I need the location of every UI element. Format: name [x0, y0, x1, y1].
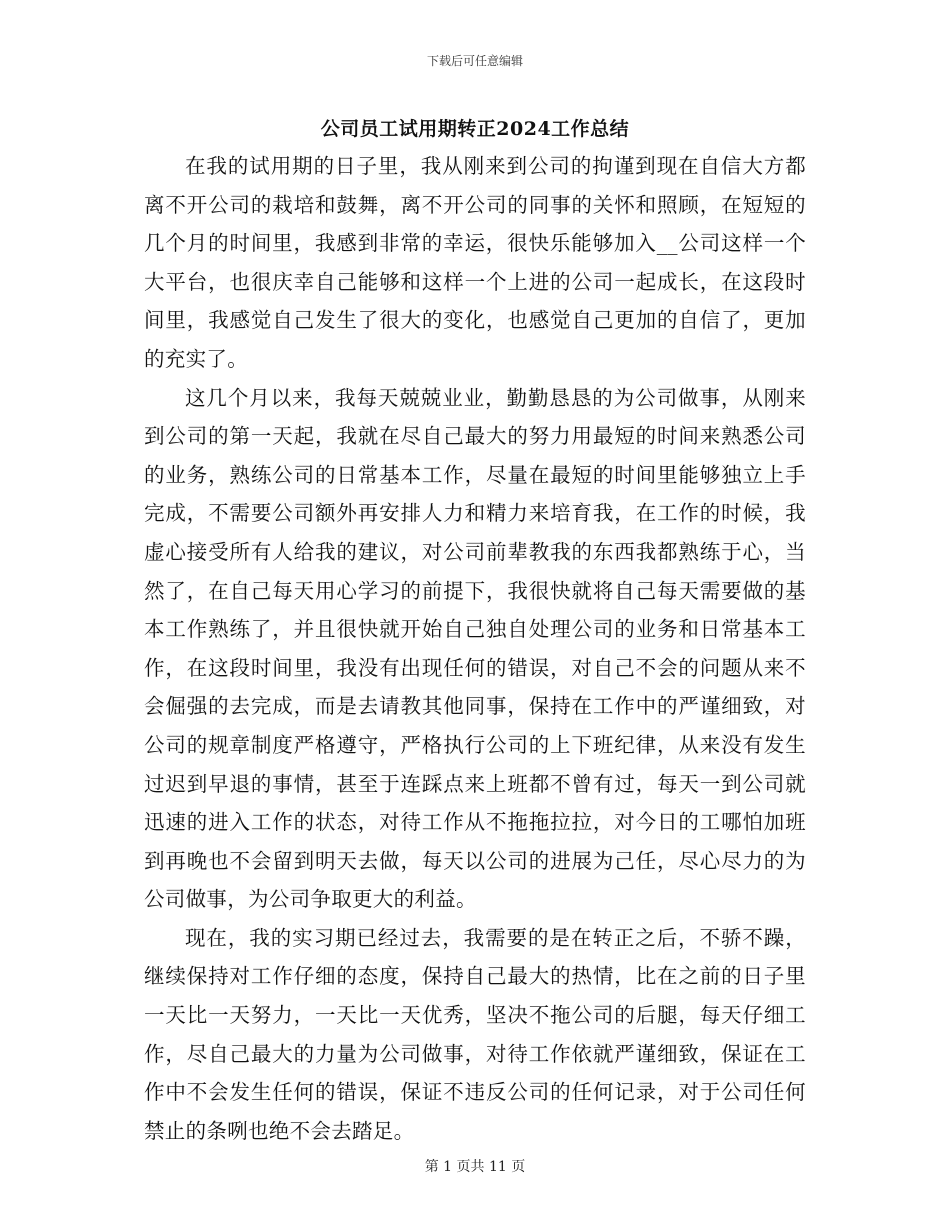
page-header: 下载后可任意编辑: [426, 54, 523, 68]
document-title: 公司员工试用期转正2024工作总结: [320, 118, 630, 140]
paragraph: 现在，我的实习期已经过去，我需要的是在转正之后，不骄不躁，继续保持对工作仔细的态度，保持自己最大的热情，比在之前的日子里一天比一天努力，一天比一天优秀，坚决不拖公司的后腿，每天仔细工作，尽自己最大的力量为公司做事，对待工作依就严谨细致，保证在工作中不会发生任何的错误，保证不违反公司的任何记录，对于公司任何禁止的条咧也绝不会去踏足。: [144, 925, 806, 1143]
page-footer: 第 1 页共 11 页: [424, 1159, 526, 1175]
paragraph: 在我的试用期的日子里，我从刚来到公司的拘谨到现在自信大方都离不开公司的栽培和鼓舞，离不开公司的同事的关怀和照顾，在短短的几个月的时间里，我感到非常的幸运，很快乐能够加入__公司这样一个大平台，也很庆幸自己能够和这样一个上进的公司一起成长，在这段时间里，我感觉自己发生了很大的变化，也感觉自己更加的自信了，更加的充实了。: [144, 154, 806, 371]
document-body: [144, 147, 806, 1150]
paragraph: 这几个月以来，我每天兢兢业业，勤勤恳恳的为公司做事，从刚来到公司的第一天起，我就在尽自己最大的努力用最短的时间来熟悉公司的业务，熟练公司的日常基本工作，尽量在最短的时间里能够独立上手完成，不需要公司额外再安排人力和精力来培育我，在工作的时候，我虚心接受所有人给我的建议，对公司前辈教我的东西我都熟练于心，当然了，在自己每天用心学习的前提下，我很快就将自己每天需要做的基本工作熟练了，并且很快就开始自己独自处理公司的业务和日常基本工作，在这段时间里，我没有出现任何的错误，对自己不会的问题从来不会倔强的去完成，而是去请教其他同事，保持在工作中的严谨细致，对公司的规章制度严格遵守，严格执行公司的上下班纪律，从来没有发生过迟到早退的事情，甚至于连踩点来上班都不曾有过，每天一到公司就迅速的进入工作的状态，对待工作从不拖拖拉拉，对今日的工哪怕加班到再晚也不会留到明天去做，每天以公司的进展为己任，尽心尽力的为公司做事，为公司争取更大的利益。: [144, 385, 806, 912]
